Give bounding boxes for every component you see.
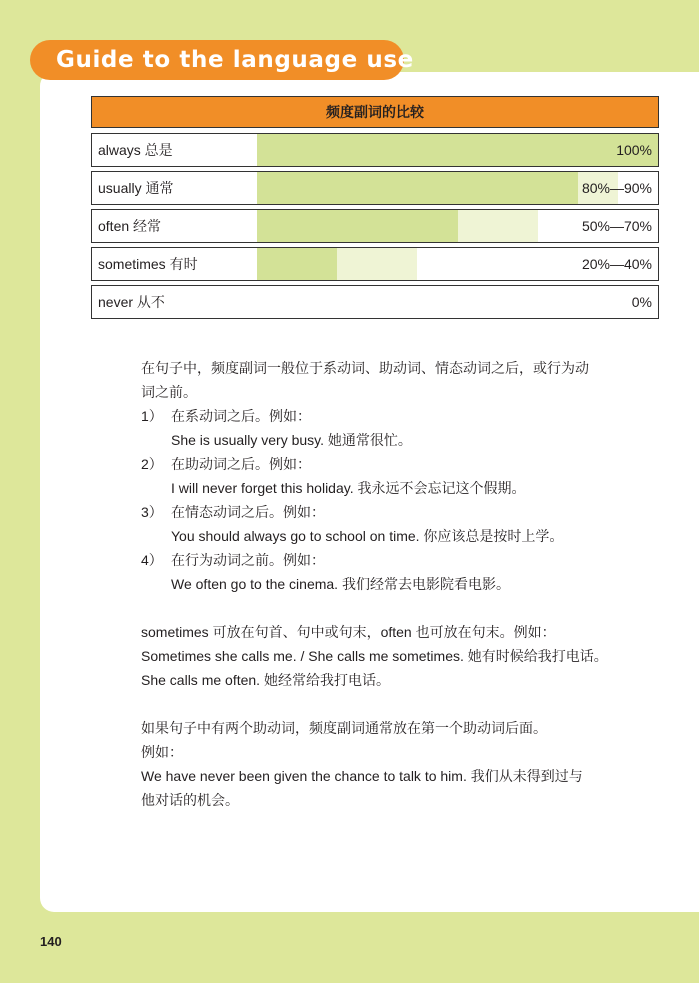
paragraph-gap	[141, 596, 641, 620]
paragraph-text: We have never been given the chance to talk to him. 我们从未得到过与	[141, 768, 583, 784]
adverb-label: always 总是	[98, 142, 173, 158]
rule-example: We often go to the cinema. 我们经常去电影院看电影。	[171, 576, 510, 592]
paragraph-text: 如果句子中有两个助动词，频度副词通常放在第一个助动词后面。	[141, 720, 547, 736]
frequency-row	[91, 171, 659, 205]
rule-number: 1）	[141, 408, 163, 424]
rule-item	[141, 404, 641, 428]
rule-number: 2）	[141, 456, 163, 472]
rule-example: I will never forget this holiday. 我永远不会忘记这个假期。	[171, 480, 526, 496]
rule-text: 在情态动词之后。例如：	[171, 504, 325, 520]
adverb-label: usually 通常	[98, 180, 174, 196]
paragraph-text: 他对话的机会。	[141, 792, 239, 808]
rule-example: She is usually very busy. 她通常很忙。	[171, 432, 412, 448]
adverb-label: never 从不	[98, 294, 165, 310]
rule-text: 在助动词之后。例如：	[171, 456, 311, 472]
frequency-bar-range	[337, 248, 417, 280]
percent-label: 0%	[631, 294, 652, 310]
adverb-label: often 经常	[98, 218, 162, 234]
frequency-bar-area	[257, 134, 658, 166]
paragraph-text: sometimes 可放在句首、句中或句末，often 也可放在句末。例如：	[141, 624, 556, 640]
paragraph-text: 例如：	[141, 744, 183, 760]
paragraph-text: Sometimes she calls me. / She calls me sometimes. 她有时候给我打电话。	[141, 648, 608, 664]
frequency-row	[91, 285, 659, 319]
frequency-row	[91, 247, 659, 281]
paragraph-gap	[141, 692, 641, 716]
rule-item	[141, 548, 641, 572]
percent-label: 20%—40%	[581, 256, 652, 272]
section-title: Guide to the language use	[56, 47, 414, 73]
frequency-bar-area	[257, 286, 658, 318]
frequency-bar-solid	[257, 172, 578, 204]
percent-label: 80%—90%	[581, 180, 652, 196]
rule-text: 在行为动词之前。例如：	[171, 552, 325, 568]
rule-number: 3）	[141, 504, 163, 520]
rule-item	[141, 452, 641, 476]
intro-text: 词之前。	[141, 384, 197, 400]
grammar-explanation	[141, 356, 641, 812]
intro-text: 在句子中，频度副词一般位于系动词、助动词、情态动词之后，或行为动	[141, 360, 589, 376]
frequency-bar-solid	[257, 210, 458, 242]
frequency-table	[91, 96, 659, 323]
frequency-bar-solid	[257, 248, 337, 280]
percent-label: 100%	[616, 142, 652, 158]
rule-text: 在系动词之后。例如：	[171, 408, 311, 424]
percent-label: 50%—70%	[581, 218, 652, 234]
frequency-bar-solid	[257, 134, 658, 166]
paragraph-text: She calls me often. 她经常给我打电话。	[141, 672, 390, 688]
frequency-row	[91, 209, 659, 243]
frequency-row	[91, 133, 659, 167]
table-title: 频度副词的比较	[91, 96, 659, 128]
adverb-label: sometimes 有时	[98, 256, 198, 272]
page-number: 140	[40, 934, 62, 949]
frequency-bar-range	[458, 210, 538, 242]
rule-example: You should always go to school on time. 你应该总是按时上学。	[171, 528, 564, 544]
rule-item	[141, 500, 641, 524]
rule-number: 4）	[141, 552, 163, 568]
